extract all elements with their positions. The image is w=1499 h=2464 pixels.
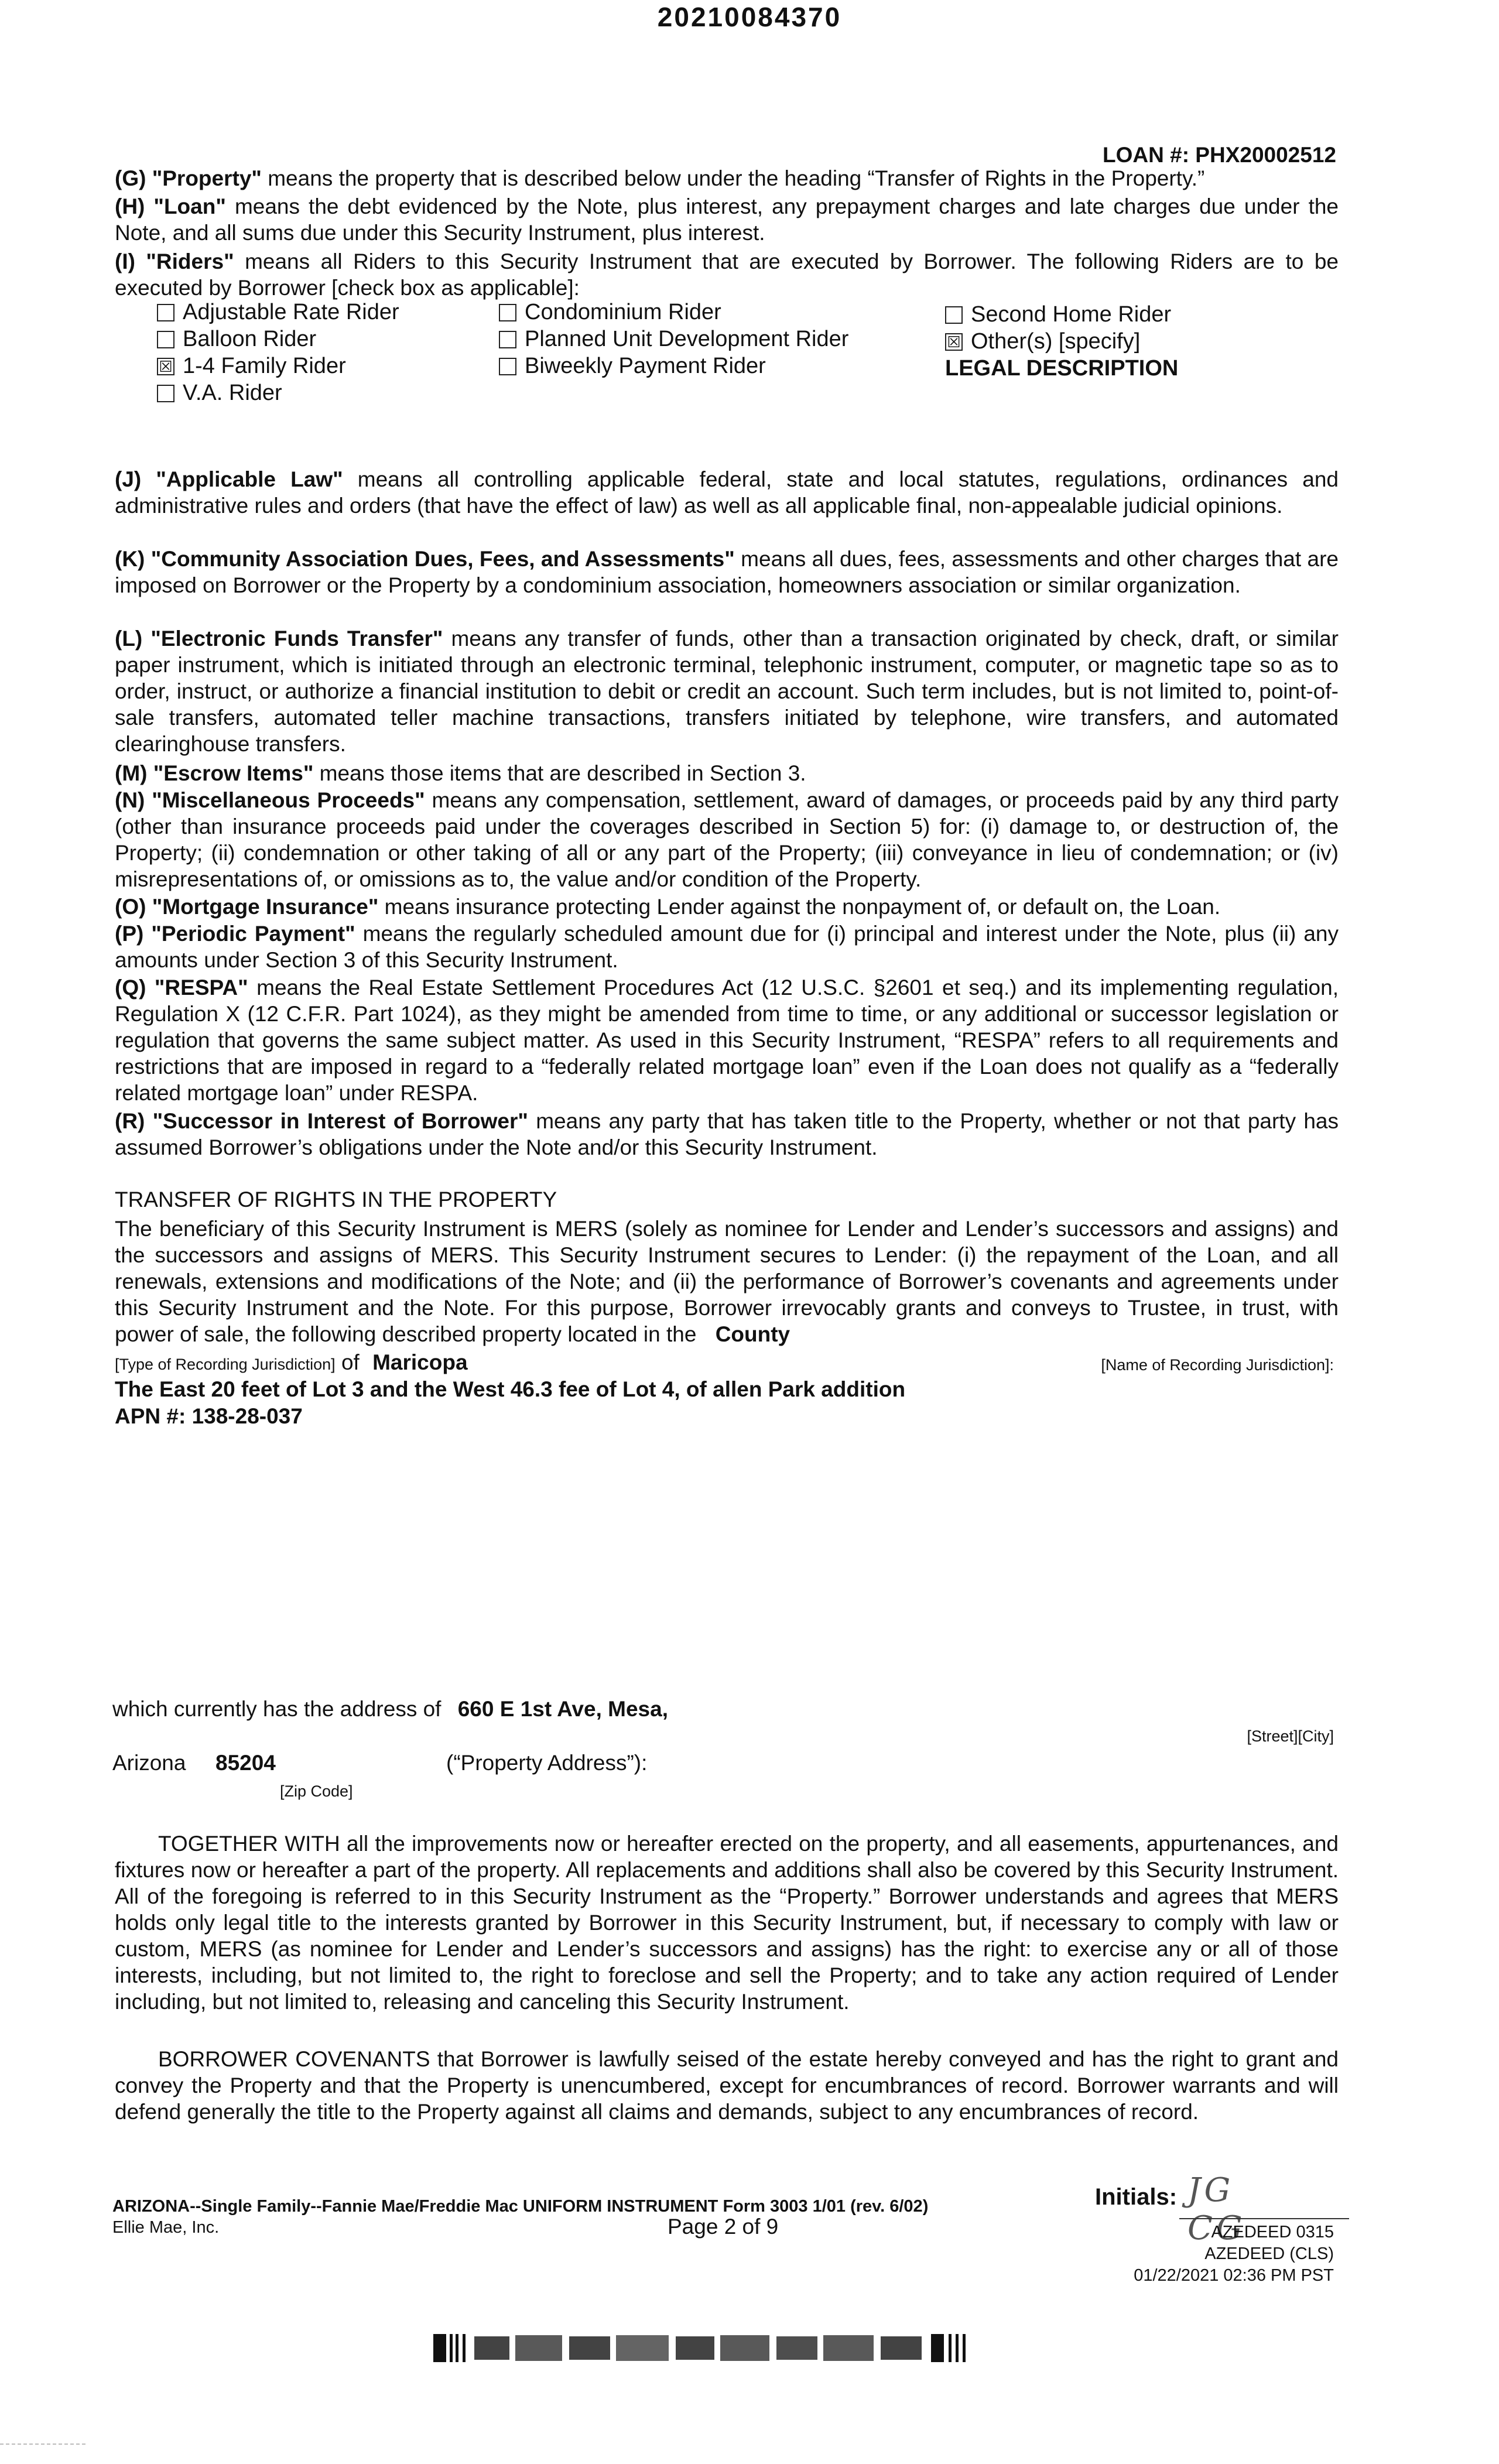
checkbox[interactable]: ☒ xyxy=(157,358,174,375)
rider-label: V.A. Rider xyxy=(183,381,282,405)
form-code: AZEDEED 0315 xyxy=(1211,2223,1334,2241)
street-city: 660 E 1st Ave, Mesa, xyxy=(457,1697,668,1721)
checkbox[interactable] xyxy=(945,306,963,324)
definition-g xyxy=(115,165,1339,191)
borrower-covenants-paragraph: BORROWER COVENANTS that Borrower is lawfully seised of the estate hereby conveyed and has the right to grant and convey the Property and that the Property is unencumbered, except for encumbrances of record. Borrower warrants and will defend generally the title to the Property against all claims and demands, subject to any encumbrances of record. xyxy=(115,2047,1339,2124)
definition-term: (R) "Successor in Interest of Borrower" xyxy=(115,1109,528,1133)
rider-balloon xyxy=(157,327,316,352)
definition-term: (I) "Riders" xyxy=(115,249,234,273)
initials-line xyxy=(1179,2218,1349,2219)
rider-other xyxy=(945,329,1140,354)
initials-block xyxy=(1095,2171,1246,2247)
street-city-label: [Street][City] xyxy=(1247,1727,1334,1745)
checkbox[interactable] xyxy=(157,331,174,348)
apn-number: APN #: 138-28-037 xyxy=(115,1404,303,1428)
jurisdiction-name-label: [Name of Recording Jurisdiction]: xyxy=(1101,1356,1334,1374)
form-line: ARIZONA--Single Family--Fannie Mae/Freddie Mac UNIFORM INSTRUMENT Form 3003 1/01 (rev. 6/02) xyxy=(112,2197,929,2216)
rider-label: Planned Unit Development Rider xyxy=(525,327,849,351)
definition-h xyxy=(115,193,1339,246)
definition-o xyxy=(115,894,1339,920)
together-with-paragraph: TOGETHER WITH all the improvements now or hereafter erected on the property, and all easements, appurtenances, and fixtures now or hereafter a part of the property. All replacements and additions shall also be covered by this Security Instrument. All of the foregoing is referred to in this Security Instrument as the “Property.” Borrower understands and agrees that MERS holds only legal title to the interests granted by Borrower in this Security Instrument, but, if necessary to comply with law or custom, MERS (as nominee for Lender and Lender’s successors and assigns) has the right: to exercise any or all of those interests, including, but not limited to, the right to foreclose and sell the Property; and to take any action required of Lender including, but not limited to, releasing and canceling this Security Instrument. xyxy=(115,1832,1339,2014)
definition-m xyxy=(115,760,1339,786)
property-address-label: (“Property Address”): xyxy=(446,1751,648,1775)
jurisdiction-line xyxy=(115,1350,468,1375)
recording-number: 20210084370 xyxy=(657,2,842,32)
rider-label: Balloon Rider xyxy=(183,327,317,351)
of-word: of xyxy=(341,1350,360,1374)
definition-q xyxy=(115,974,1339,1106)
form-footer xyxy=(112,2196,928,2238)
definition-term: (P) "Periodic Payment" xyxy=(115,922,355,946)
definition-term: (O) "Mortgage Insurance" xyxy=(115,895,379,919)
definition-term: (H) "Loan" xyxy=(115,194,226,218)
zip-code: 85204 xyxy=(215,1751,276,1775)
rider-label: Biweekly Payment Rider xyxy=(525,354,766,378)
definition-text: means all dues, fees, assessments and other charges that are imposed on Borrower or the Property by a condominium association, homeowners association or similar organization. xyxy=(115,547,1339,597)
definition-term: (G) "Property" xyxy=(115,166,262,190)
definition-p xyxy=(115,920,1339,973)
definition-i xyxy=(115,248,1339,301)
initials-label: Initials: xyxy=(1095,2184,1178,2210)
checkbox[interactable] xyxy=(157,385,174,402)
checkbox[interactable] xyxy=(499,331,516,348)
definition-text: means any party that has taken title to the Property, whether or not that party has assumed Borrower’s obligations under the Note and/or this Security Instrument. xyxy=(115,1109,1339,1159)
definition-text: means the property that is described below under the heading “Transfer of Rights in the Property.” xyxy=(261,166,1205,190)
definition-k xyxy=(115,546,1339,598)
riders-checklist xyxy=(157,300,1211,411)
definition-term: (J) "Applicable Law" xyxy=(115,467,343,491)
definition-term: (Q) "RESPA" xyxy=(115,976,248,1000)
definition-term: (N) "Miscellaneous Proceeds" xyxy=(115,788,425,812)
definition-text: means the debt evidenced by the Note, plus interest, any prepayment charges and late charges due under the Note, and all sums due under this Security Instrument, plus interest. xyxy=(115,194,1339,245)
rider-label: Condominium Rider xyxy=(525,300,721,324)
definition-text: means any compensation, settlement, award of damages, or proceeds paid by any third party (other than insurance proceeds paid under the coverages described in Section 5) for: (i) damage to, or destruction of, the Property; (ii) condemnation or other taking of all or any part of the Property; (iii) conveyance in lieu of condemnation; or (iv) misrepresentations of, or omissions as to, the value and/or condition of the Property. xyxy=(115,788,1339,891)
definition-term: (K) "Community Association Dues, Fees, and Assessments" xyxy=(115,547,735,571)
county-name: Maricopa xyxy=(372,1350,468,1374)
vendor: Ellie Mae, Inc. xyxy=(112,2218,220,2237)
rider-1-4-family xyxy=(157,354,346,379)
barcode xyxy=(433,2334,1019,2362)
definition-l xyxy=(115,625,1339,757)
checkbox[interactable] xyxy=(499,358,516,375)
definition-n xyxy=(115,787,1339,892)
address-prefix: which currently has the address of xyxy=(112,1697,442,1721)
form-codes xyxy=(1134,2222,1334,2287)
definition-text: means the regularly scheduled amount due for (i) principal and interest under the Note, plus (ii) any amounts under Section 3 of this Security Instrument. xyxy=(115,922,1339,972)
zip-code-label: [Zip Code] xyxy=(280,1782,353,1800)
definition-text: means insurance protecting Lender against the nonpayment of, or default on, the Loan. xyxy=(378,895,1221,919)
loan-number: LOAN #: PHX20002512 xyxy=(1103,143,1336,167)
page-number: Page 2 of 9 xyxy=(668,2215,779,2239)
legal-description: The East 20 feet of Lot 3 and the West 46.3 fee of Lot 4, of allen Park addition xyxy=(115,1377,906,1401)
definition-text: means any transfer of funds, other than a transaction originated by check, draft, or similar paper instrument, which is initiated through an electronic terminal, telephonic instrument, computer, or magnetic tape so as to order, instruct, or authorize a financial institution to debit or credit an account. Such term includes, but is not limited to, point-of-sale transfers, automated teller machine transactions, transfers initiated by telephone, wire transfers, and automated clearinghouse transfers. xyxy=(115,627,1339,756)
checkbox[interactable]: ☒ xyxy=(945,333,963,351)
rider-label: 1-4 Family Rider xyxy=(183,354,346,378)
form-code-cls: AZEDEED (CLS) xyxy=(1204,2244,1334,2263)
checkbox[interactable] xyxy=(499,304,516,321)
jurisdiction-type-label: [Type of Recording Jurisdiction] xyxy=(115,1356,336,1373)
timestamp: 01/22/2021 02:36 PM PST xyxy=(1134,2266,1334,2285)
definition-text: means the Real Estate Settlement Procedures Act (12 U.S.C. §2601 et seq.) and its implementing regulation, Regulation X (12 C.F.R. Part 1024), as they might be amended from time to time, or any additional or successor legislation or regulation that governs the same subject matter. As used in this Security Instrument, “RESPA” refers to all requirements and restrictions that are imposed in regard to a “federally related mortgage loan” even if the Loan does not qualify as a “federally related mortgage loan” under RESPA. xyxy=(115,976,1339,1105)
rider-adjustable-rate xyxy=(157,300,399,325)
scan-artifact xyxy=(0,2441,94,2446)
address-line xyxy=(112,1697,668,1722)
definition-text: means those items that are described in Section 3. xyxy=(313,761,806,785)
checkbox[interactable] xyxy=(157,304,174,321)
transfer-heading: TRANSFER OF RIGHTS IN THE PROPERTY xyxy=(115,1187,557,1212)
rider-label: Adjustable Rate Rider xyxy=(183,300,399,324)
rider-va xyxy=(157,381,282,406)
rider-second-home xyxy=(945,302,1171,327)
rider-pud xyxy=(499,327,848,352)
definition-r xyxy=(115,1108,1339,1161)
definition-text: means all controlling applicable federal, state and local statutes, regulations, ordinances and administrative rules and orders (that have the effect of law) as well as all applicable final, non-appealable judicial opinions. xyxy=(115,467,1339,518)
rider-biweekly xyxy=(499,354,766,379)
rider-condominium xyxy=(499,300,721,325)
state: Arizona xyxy=(112,1751,186,1775)
definition-term: (L) "Electronic Funds Transfer" xyxy=(115,627,443,651)
definition-text: means all Riders to this Security Instrument that are executed by Borrower. The following Riders are to be executed by Borrower [check box as applicable]: xyxy=(115,249,1339,300)
transfer-text: The beneficiary of this Security Instrument is MERS (solely as nominee for Lender and Lender’s successors and assigns) and the successors and assigns of MERS. This Security Instrument secures to Lender: (i) the repayment of the Loan, and all renewals, extensions and modifications of the Note; and (ii) the performance of Borrower’s covenants and agreements under this Security Instrument and the Note. For this purpose, Borrower irrevocably grants and conveys to Trustee, in trust, with power of sale, the following described property located in the xyxy=(115,1217,1339,1346)
rider-label: Second Home Rider xyxy=(971,302,1172,327)
initials-signature: JG CG xyxy=(1187,2171,1246,2247)
transfer-body xyxy=(115,1216,1339,1347)
definition-term: (M) "Escrow Items" xyxy=(115,761,314,785)
definition-j xyxy=(115,466,1339,519)
rider-label: Other(s) [specify] xyxy=(971,329,1141,354)
other-rider-specified: LEGAL DESCRIPTION xyxy=(945,356,1179,381)
jurisdiction-type: County xyxy=(715,1322,790,1346)
